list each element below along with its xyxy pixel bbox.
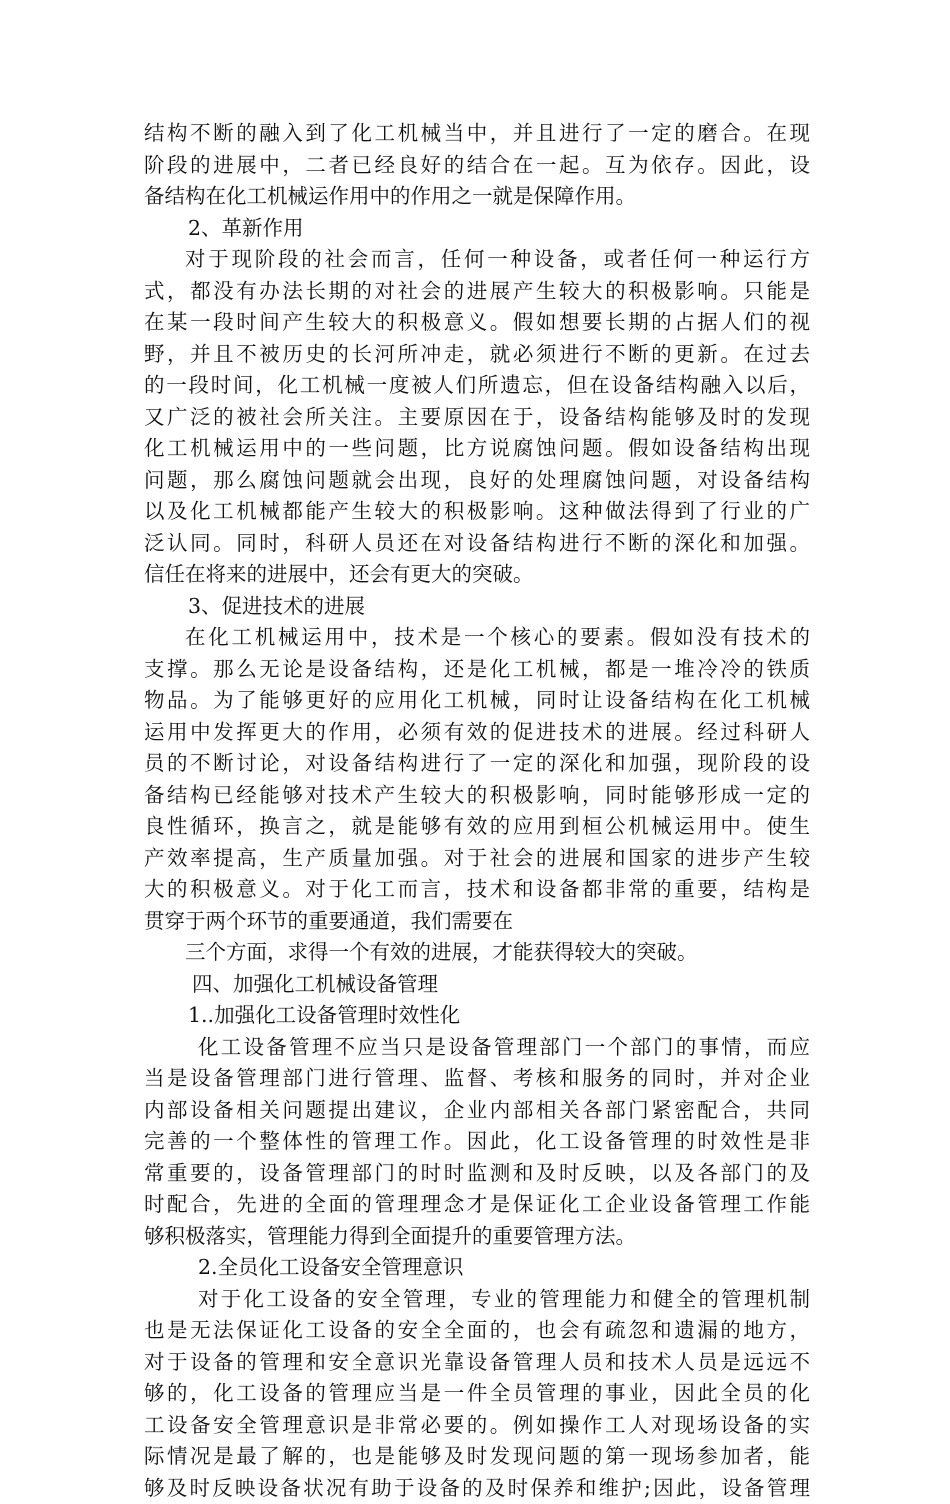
paragraph-line: 又广泛的被社会所关注。主要原因在于，设备结构能够及时的发现 (144, 402, 810, 434)
paragraph-line: 大的积极意义。对于化工而言，技术和设备都非常的重要，结构是 (144, 874, 810, 906)
paragraph-line: 常重要的，设备管理部门的时时监测和及时反映，以及各部门的及 (144, 1158, 810, 1190)
paragraph-line: 时配合，先进的全面的管理理念才是保证化工企业设备管理工作能 (144, 1189, 810, 1221)
paragraph-line: 够的，化工设备的管理应当是一件全员管理的事业，因此全员的化 (144, 1378, 810, 1410)
paragraph-line: 产效率提高，生产质量加强。对于社会的进展和国家的进步产生较 (144, 843, 810, 875)
paragraph-line: 化工机械运用中的一些问题，比方说腐蚀问题。假如设备结构出现 (144, 433, 810, 465)
section-heading: 2、革新作用 (144, 213, 810, 245)
paragraph-line: 贯穿于两个环节的重要通道，我们需要在 (144, 906, 810, 938)
document-body (144, 118, 810, 1504)
paragraph-line: 际情况是最了解的，也是能够及时发现问题的第一现场参加者，能 (144, 1441, 810, 1473)
subsection-heading: 1..加强化工设备管理时效性化 (144, 1000, 810, 1032)
paragraph-line: 阶段的进展中，二者已经良好的结合在一起。互为依存。因此，设 (144, 150, 810, 182)
section-heading: 3、促进技术的进展 (144, 591, 810, 623)
paragraph-line: 完善的一个整体性的管理工作。因此，化工设备管理的时效性是非 (144, 1126, 810, 1158)
paragraph-line: 良性循环，换言之，就是能够有效的应用到桓公机械运用中。使生 (144, 811, 810, 843)
paragraph-line: 运用中发挥更大的作用，必须有效的促进技术的进展。经过科研人 (144, 717, 810, 749)
paragraph-line: 以及化工机械都能产生较大的积极影响。这种做法得到了行业的广 (144, 496, 810, 528)
paragraph-line: 对于化工设备的安全管理，专业的管理能力和健全的管理机制 (144, 1284, 810, 1316)
paragraph-line: 问题，那么腐蚀问题就会出现，良好的处理腐蚀问题，对设备结构 (144, 465, 810, 497)
paragraph-line: 三个方面，求得一个有效的进展，才能获得较大的突破。 (144, 937, 810, 969)
paragraph-line: 在某一段时间产生较大的积极意义。假如想要长期的占据人们的视 (144, 307, 810, 339)
paragraph-line: 对于设备的管理和安全意识光靠设备管理人员和技术人员是远远不 (144, 1347, 810, 1379)
paragraph-line: 员的不断讨论，对设备结构进行了一定的深化和加强，现阶段的设 (144, 748, 810, 780)
paragraph-line: 支撑。那么无论是设备结构，还是化工机械，都是一堆冷冷的铁质 (144, 654, 810, 686)
subsection-heading: 2.全员化工设备安全管理意识 (144, 1252, 810, 1284)
paragraph-line: 泛认同。同时，科研人员还在对设备结构进行不断的深化和加强。 (144, 528, 810, 560)
paragraph-line: 也是无法保证化工设备的安全全面的，也会有疏忽和遗漏的地方， (144, 1315, 810, 1347)
paragraph-line: 野，并且不被历史的长河所冲走，就必须进行不断的更新。在过去 (144, 339, 810, 371)
paragraph-line: 当是设备管理部门进行管理、监督、考核和服务的同时，并对企业 (144, 1063, 810, 1095)
paragraph-line: 工设备安全管理意识是非常必要的。例如操作工人对现场设备的实 (144, 1410, 810, 1442)
paragraph-line: 够及时反映设备状况有助于设备的及时保养和维护;因此，设备管理 (144, 1473, 810, 1504)
paragraph-line: 化工设备管理不应当只是设备管理部门一个部门的事情，而应 (144, 1032, 810, 1064)
paragraph-line: 对于现阶段的社会而言，任何一种设备，或者任何一种运行方 (144, 244, 810, 276)
paragraph-line: 够积极落实，管理能力得到全面提升的重要管理方法。 (144, 1221, 810, 1253)
section-heading: 四、加强化工机械设备管理 (144, 969, 810, 1001)
paragraph-line: 内部设备相关问题提出建议，企业内部相关各部门紧密配合，共同 (144, 1095, 810, 1127)
paragraph-line: 物品。为了能够更好的应用化工机械，同时让设备结构在化工机械 (144, 685, 810, 717)
paragraph-line: 信任在将来的进展中，还会有更大的突破。 (144, 559, 810, 591)
paragraph-line: 的一段时间，化工机械一度被人们所遗忘，但在设备结构融入以后， (144, 370, 810, 402)
paragraph-line: 式，都没有办法长期的对社会的进展产生较大的积极影响。只能是 (144, 276, 810, 308)
paragraph-line: 备结构已经能够对技术产生较大的积极影响，同时能够形成一定的 (144, 780, 810, 812)
paragraph-line: 在化工机械运用中，技术是一个核心的要素。假如没有技术的 (144, 622, 810, 654)
paragraph-line: 备结构在化工机械运作用中的作用之一就是保障作用。 (144, 181, 810, 213)
paragraph-line: 结构不断的融入到了化工机械当中，并且进行了一定的磨合。在现 (144, 118, 810, 150)
